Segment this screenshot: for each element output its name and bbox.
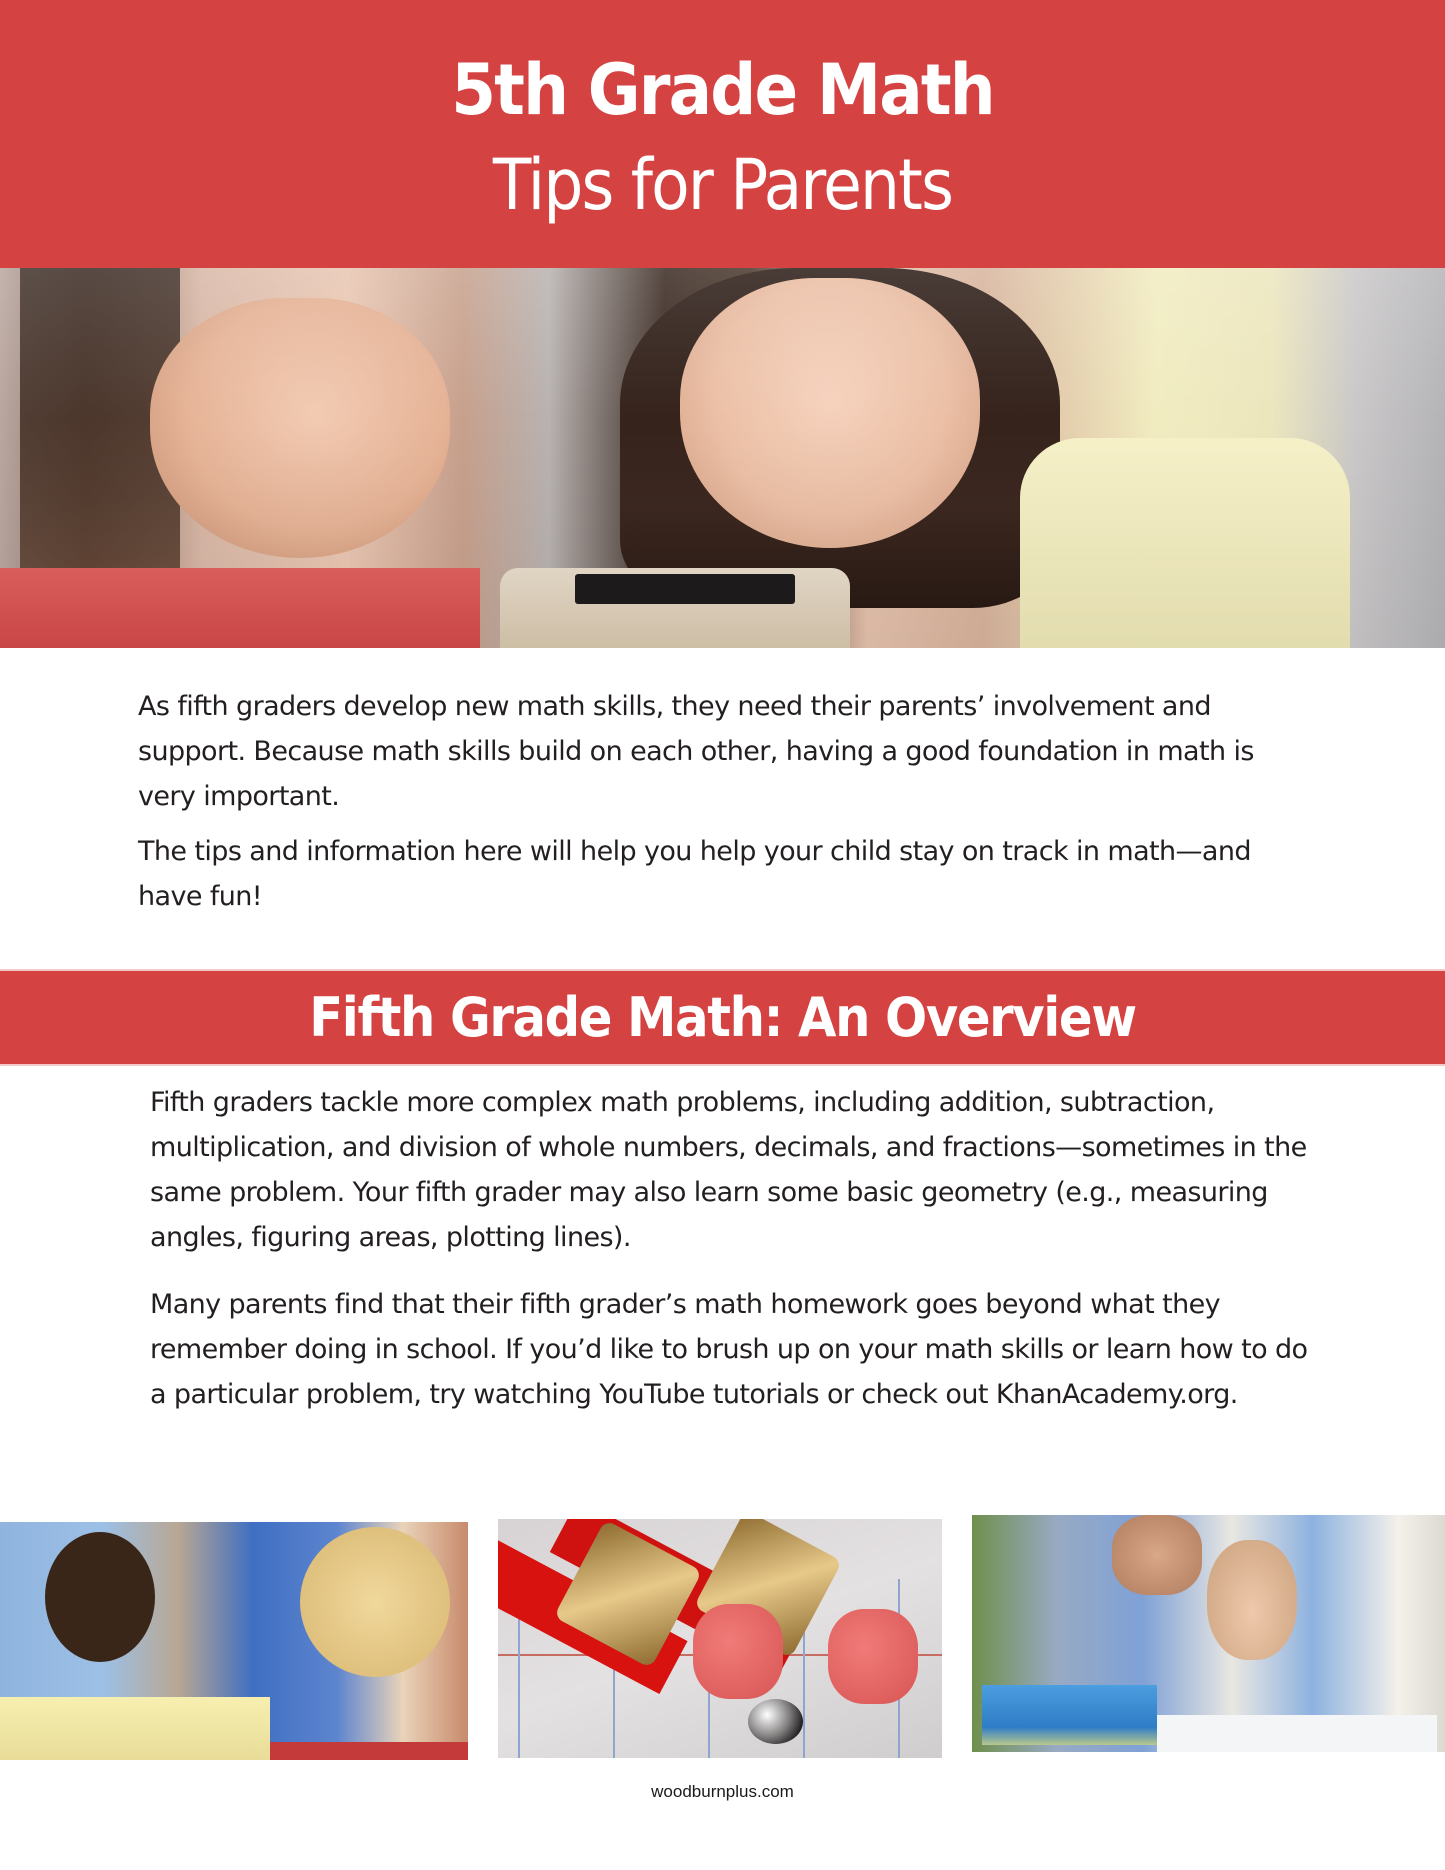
hero-photo xyxy=(0,268,1445,648)
intro-paragraph: The tips and information here will help you help your child stay on track in math—and have fun! xyxy=(138,836,1251,912)
page-title-line1: 5th Grade Math xyxy=(451,49,994,131)
hero-overlay xyxy=(0,268,1445,648)
footer-url: woodburnplus.com xyxy=(651,1782,794,1801)
overview-section xyxy=(150,1080,1330,1439)
paper-hole xyxy=(748,1699,803,1744)
page-title-line2: Tips for Parents xyxy=(492,144,953,226)
photo-girl-head xyxy=(1207,1540,1297,1660)
photo-man-head xyxy=(1112,1515,1202,1595)
pencil-eraser xyxy=(828,1609,918,1704)
overview-paragraph: Fifth graders tackle more complex math problems, including addition, subtraction, multiplication, and division of whole numbers, decimals, and fractions—sometimes in the same problem. Your fifth grader may also learn some basic geometry (e.g., measuring angles, figuring areas, plotting lines). xyxy=(150,1087,1307,1253)
photo-tutor xyxy=(972,1515,1445,1752)
overview-paragraph: Many parents find that their fifth grader’s math homework goes beyond what they remember doing in school. If you’d like to brush up on your math skills or learn how to do a particular problem, try watching YouTube tutorials or check out KhanAcademy.org. xyxy=(150,1289,1308,1410)
overview-banner xyxy=(0,969,1445,1066)
photo-binder xyxy=(0,1697,270,1760)
intro-paragraph: As fifth graders develop new math skills, they need their parents’ involvement and support. Because math skills build on each other, having a good foundation in math is very important. xyxy=(138,691,1254,812)
photo-students xyxy=(0,1522,468,1760)
header-banner xyxy=(0,0,1445,268)
photo-girl-hair xyxy=(300,1527,450,1677)
photo-boy-head xyxy=(45,1532,155,1662)
photo-notebook xyxy=(1157,1715,1437,1752)
photo-books xyxy=(982,1685,1157,1745)
photo-pencils xyxy=(498,1519,942,1758)
pencil-eraser xyxy=(693,1604,783,1699)
intro-section xyxy=(138,684,1318,929)
overview-heading: Fifth Grade Math: An Overview xyxy=(309,986,1136,1049)
